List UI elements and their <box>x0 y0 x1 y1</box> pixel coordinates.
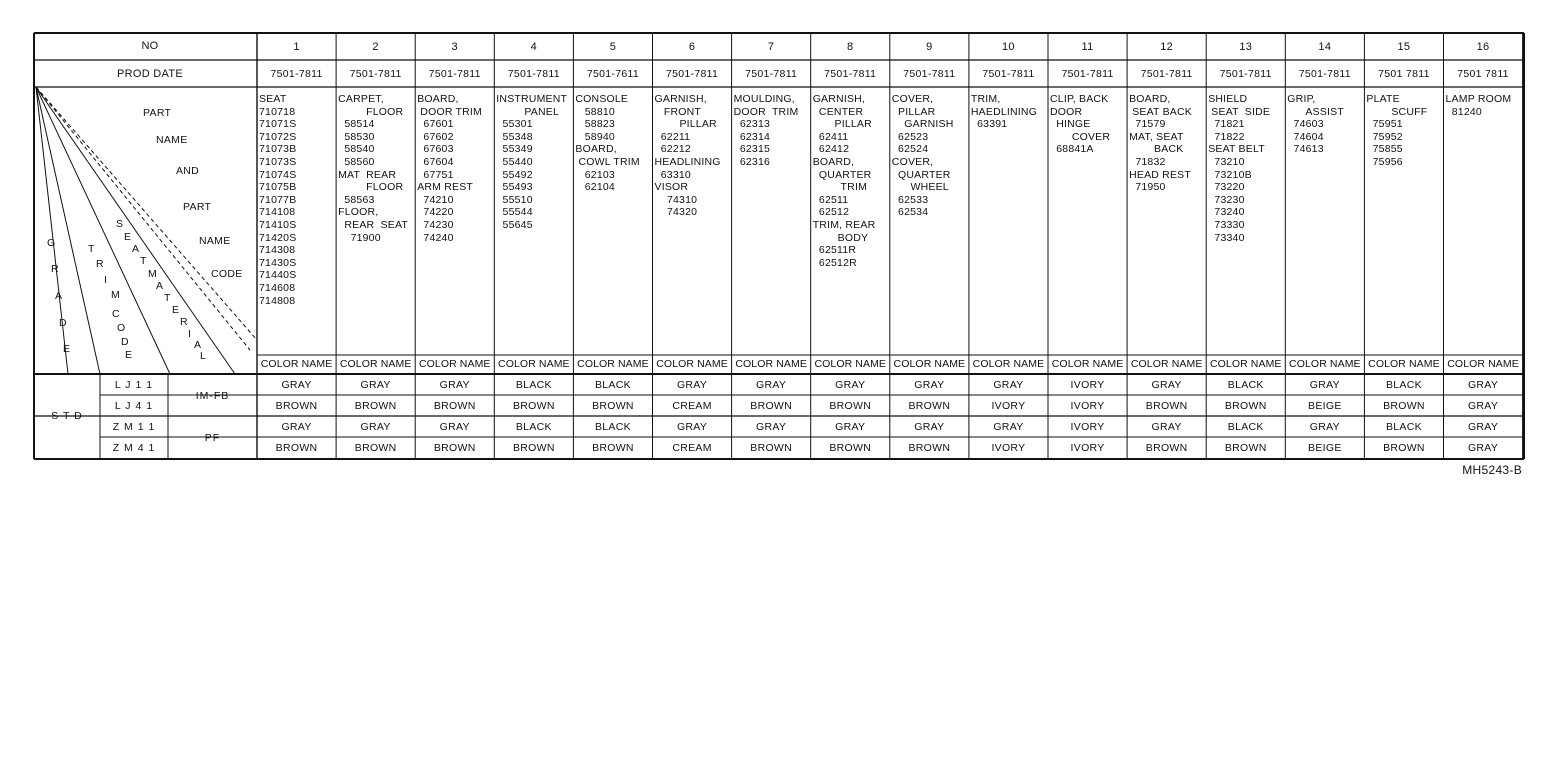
label-trim-char: M <box>111 289 120 301</box>
diagonal-line <box>36 87 170 374</box>
part-name-code-list: CONSOLE 58810 58823 58940 BOARD, COWL TRIM 62103 62104 <box>575 93 640 194</box>
diagonal-line-dashed <box>36 87 250 350</box>
part-name-code-list: BOARD, SEAT BACK 71579 MAT, SEAT BACK 71832 HEAD REST 71950 <box>1129 93 1192 194</box>
footer-code: MH5243-B <box>1462 463 1522 477</box>
color-value: BROWN <box>1383 400 1425 412</box>
color-value: GRAY <box>993 421 1024 433</box>
color-value: BROWN <box>433 442 476 454</box>
prod-date-value: 7501-7811 <box>507 68 560 80</box>
prod-date-value: 7501 7811 <box>1457 68 1509 80</box>
column-number: 10 <box>1002 41 1015 53</box>
label-code-2-char: E <box>125 349 133 361</box>
color-name-header: COLOR NAME <box>972 358 1045 370</box>
label-name-2: NAME <box>199 235 231 247</box>
no-header-label: NO <box>141 40 159 52</box>
part-name-code-list: GARNISH, FRONT PILLAR 62211 62212 HEADLINING 63310 VISOR 74310 74320 <box>654 93 721 219</box>
color-name-header: COLOR NAME <box>577 358 649 370</box>
color-value: IVORY <box>1070 379 1105 391</box>
label-code: CODE <box>211 268 243 280</box>
column-number: 15 <box>1397 41 1411 53</box>
column-number: 8 <box>847 41 854 53</box>
label-name: NAME <box>156 134 188 146</box>
color-value: GRAY <box>1309 421 1340 433</box>
color-name-header: COLOR NAME <box>1447 358 1519 370</box>
color-value: BROWN <box>354 442 397 454</box>
color-name-header: COLOR NAME <box>656 358 728 370</box>
color-value: BROWN <box>354 400 397 412</box>
color-value: BROWN <box>275 442 318 454</box>
color-value: BLACK <box>1227 421 1264 433</box>
color-value: BROWN <box>1145 400 1188 412</box>
label-grade-char: E <box>63 343 71 355</box>
color-name-header: COLOR NAME <box>814 358 887 370</box>
color-value: BROWN <box>1224 400 1267 412</box>
column-number: 4 <box>530 41 538 53</box>
column-number: 5 <box>609 41 617 53</box>
label-grade-char: R <box>51 263 59 275</box>
color-value: GRAY <box>1467 442 1499 454</box>
label-material-char: L <box>200 350 206 362</box>
trim-code: Z M 1 1 <box>112 421 156 433</box>
color-value: IVORY <box>1070 442 1105 454</box>
color-name-header: COLOR NAME <box>260 358 333 370</box>
diagonal-line <box>36 87 71 374</box>
color-value: IVORY <box>1070 421 1105 433</box>
label-and: AND <box>176 165 200 177</box>
column-number: 14 <box>1318 41 1332 53</box>
prod-date-value: 7501-7811 <box>428 68 481 80</box>
color-value: BROWN <box>829 400 872 412</box>
part-name-code-list: INSTRUMENT PANEL 55301 55348 55349 55440 55492 55493 55510 55544 55645 <box>496 93 568 231</box>
column-number: 6 <box>688 41 696 53</box>
column-number: 3 <box>451 41 458 53</box>
color-name-header: COLOR NAME <box>1130 358 1203 370</box>
prod-date-value: 7501-7811 <box>1219 68 1272 80</box>
column-number: 1 <box>293 41 300 53</box>
color-value: GRAY <box>1467 421 1499 433</box>
label-part: PART <box>143 107 172 119</box>
color-value: BROWN <box>512 442 555 454</box>
color-value: BROWN <box>592 400 634 412</box>
color-value: IVORY <box>991 442 1026 454</box>
prod-date-value: 7501-7811 <box>824 68 877 80</box>
color-value: BLACK <box>515 421 552 433</box>
color-value: BROWN <box>750 442 793 454</box>
color-value: GRAY <box>1467 400 1499 412</box>
color-value: GRAY <box>676 379 708 391</box>
prod-date-value: 7501-7811 <box>982 68 1035 80</box>
color-value: GRAY <box>1151 421 1182 433</box>
prod-date-value: 7501-7811 <box>270 68 323 80</box>
column-number: 2 <box>372 41 379 53</box>
color-value: BLACK <box>594 421 631 433</box>
color-value: GRAY <box>1309 379 1340 391</box>
part-name-code-list: SEAT 710718 71071S 71072S 71073B 71073S 71074S 71075B 71077B 714108 71410S 71420S 714308 71430S 71440S 714608 714808 <box>259 93 297 307</box>
column-number: 12 <box>1160 41 1174 53</box>
part-name-code-list: GRIP, ASSIST 74603 74604 74613 <box>1287 93 1344 156</box>
part-name-code-list: LAMP ROOM 81240 <box>1445 93 1512 118</box>
prod-date-value: 7501-7811 <box>349 68 402 80</box>
color-value: BEIGE <box>1308 442 1342 454</box>
color-name-header: COLOR NAME <box>735 358 807 370</box>
part-name-code-list: BOARD, DOOR TRIM 67601 67602 67603 67604 67751 ARM REST 74210 74220 74230 74240 <box>417 93 482 244</box>
color-name-header: COLOR NAME <box>1368 358 1440 370</box>
color-value: BROWN <box>512 400 555 412</box>
color-value: GRAY <box>1151 379 1182 391</box>
color-value: GRAY <box>439 379 470 391</box>
color-value: BROWN <box>1224 442 1267 454</box>
color-name-header: COLOR NAME <box>339 358 412 370</box>
color-value: GRAY <box>360 421 391 433</box>
label-material-char: A <box>194 339 202 351</box>
label-seat-char: T <box>140 255 147 267</box>
part-name-code-list: COVER, PILLAR GARNISH 62523 62524 COVER, QUARTER WHEEL 62533 62534 <box>891 93 954 219</box>
column-number: 16 <box>1476 41 1490 53</box>
color-value: BLACK <box>1385 379 1422 391</box>
color-value: BROWN <box>1383 442 1425 454</box>
label-trim-char: R <box>96 258 104 270</box>
prod-date-value: 7501-7811 <box>1298 68 1351 80</box>
label-material-char: E <box>172 304 180 316</box>
color-value: GRAY <box>360 379 391 391</box>
color-value: GRAY <box>835 421 866 433</box>
label-seat-char: S <box>116 218 124 230</box>
color-value: GRAY <box>993 379 1024 391</box>
color-name-header: COLOR NAME <box>1051 358 1124 370</box>
part-name-code-list: MOULDING, DOOR TRIM 62313 62314 62315 62316 <box>733 93 799 168</box>
prod-date-value: 7501-7811 <box>1061 68 1114 80</box>
color-value: BROWN <box>1145 442 1188 454</box>
diagonal-line <box>36 87 235 374</box>
diagonal-line-dashed <box>36 87 257 340</box>
color-name-header: COLOR NAME <box>1289 358 1361 370</box>
color-value: BLACK <box>515 379 552 391</box>
color-value: GRAY <box>1467 379 1499 391</box>
seat-material-pf: PF <box>204 432 221 444</box>
label-part-2: PART <box>183 201 212 213</box>
color-value: BROWN <box>592 442 634 454</box>
column-number: 7 <box>767 41 775 53</box>
color-value: IVORY <box>1070 400 1105 412</box>
diagonal-line <box>36 87 100 374</box>
part-name-code-list: TRIM, HAEDLINING 63391 <box>970 93 1038 131</box>
prod-date-value: 7501-7611 <box>586 68 639 80</box>
color-value: GRAY <box>281 421 312 433</box>
color-value: BLACK <box>594 379 631 391</box>
color-value: GRAY <box>281 379 312 391</box>
label-seat-char: E <box>124 231 132 243</box>
part-name-code-list: CLIP, BACK DOOR HINGE COVER 68841A <box>1050 93 1111 156</box>
prod-date-value: 7501 7811 <box>1378 68 1430 80</box>
color-value: BLACK <box>1227 379 1264 391</box>
color-value: BROWN <box>433 400 476 412</box>
label-grade-char: A <box>55 290 63 302</box>
part-name-code-list: CARPET, FLOOR 58514 58530 58540 58560 MAT REAR FLOOR 58563 FLOOR, REAR SEAT 71900 <box>338 93 408 244</box>
column-number: 13 <box>1239 41 1253 53</box>
color-name-header: COLOR NAME <box>893 358 966 370</box>
column-number: 9 <box>926 41 933 53</box>
label-material-char: R <box>180 316 188 328</box>
color-value: BROWN <box>908 400 951 412</box>
part-name-code-list: PLATE SCUFF 75951 75952 75855 75956 <box>1366 93 1428 168</box>
color-value: CREAM <box>672 442 712 454</box>
color-name-header: COLOR NAME <box>1209 358 1282 370</box>
color-value: GRAY <box>756 421 787 433</box>
prod-date-header-label: PROD DATE <box>116 68 184 80</box>
trim-code: L J 1 1 <box>114 379 154 391</box>
label-material-char: A <box>156 280 164 292</box>
color-value: BROWN <box>275 400 318 412</box>
color-value: GRAY <box>439 421 470 433</box>
label-trim-char: T <box>88 243 95 255</box>
prod-date-value: 7501-7811 <box>903 68 956 80</box>
label-material-char: I <box>188 328 191 340</box>
label-code-2-char: O <box>117 322 126 334</box>
part-name-code-list: GARNISH, CENTER PILLAR 62411 62412 BOARD, QUARTER TRIM 62511 62512 TRIM, REAR BODY 62511R 62512R <box>812 93 876 269</box>
label-seat-char: A <box>132 243 140 255</box>
color-value: GRAY <box>676 421 708 433</box>
color-value: GRAY <box>914 379 945 391</box>
color-name-header: COLOR NAME <box>498 358 570 370</box>
part-name-code-list: SHIELD SEAT SIDE 71821 71822 SEAT BELT 73210 73210B 73220 73230 73240 73330 73340 <box>1208 93 1271 244</box>
label-code-2-char: C <box>112 308 120 320</box>
trim-code: Z M 4 1 <box>112 442 156 454</box>
color-value: BROWN <box>750 400 793 412</box>
prod-date-value: 7501-7811 <box>1140 68 1193 80</box>
color-value: BEIGE <box>1308 400 1342 412</box>
label-material-char: T <box>164 292 171 304</box>
color-value: BROWN <box>908 442 951 454</box>
color-value: CREAM <box>672 400 712 412</box>
label-material-char: M <box>148 268 157 280</box>
color-value: GRAY <box>756 379 787 391</box>
label-grade-char: D <box>59 317 67 329</box>
prod-date-value: 7501-7811 <box>665 68 719 80</box>
trim-code: L J 4 1 <box>114 400 154 412</box>
prod-date-value: 7501-7811 <box>745 68 798 80</box>
column-number: 11 <box>1081 41 1094 53</box>
color-value: BLACK <box>1385 421 1422 433</box>
seat-material-im-fb: IM-FB <box>195 390 230 402</box>
color-name-header: COLOR NAME <box>418 358 491 370</box>
color-value: GRAY <box>835 379 866 391</box>
label-code-2-char: D <box>121 336 129 348</box>
grade-std: S T D <box>51 410 83 422</box>
label-grade-char: G <box>47 237 56 249</box>
color-value: IVORY <box>991 400 1026 412</box>
color-value: BROWN <box>829 442 872 454</box>
label-trim-char: I <box>104 274 107 286</box>
color-value: GRAY <box>914 421 945 433</box>
